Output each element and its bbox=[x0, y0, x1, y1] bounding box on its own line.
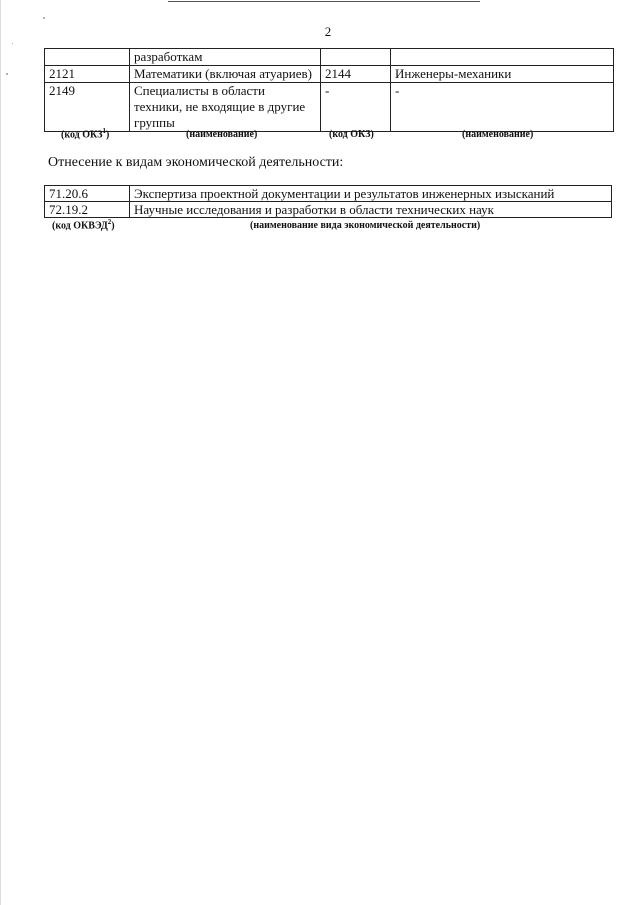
page-number: 2 bbox=[324, 24, 332, 39]
scan-speck bbox=[43, 17, 45, 19]
okz-code-cell: 2149 bbox=[45, 83, 130, 132]
okz-name-cell: Инженеры-механики bbox=[391, 66, 614, 83]
table-row bbox=[45, 66, 614, 83]
okz-code-cell: - bbox=[321, 83, 391, 132]
table-row bbox=[45, 83, 614, 132]
scan-top-edge bbox=[168, 1, 480, 2]
okz-name-cell: Математики (включая атуариев) bbox=[130, 66, 321, 83]
okz-code-cell bbox=[321, 49, 391, 66]
okz-name-caption-2: (наименование) bbox=[462, 129, 534, 140]
okz-name-cell bbox=[391, 49, 614, 66]
okved-name-cell: Экспертиза проектной документации и результатов инженерных изысканий bbox=[130, 186, 612, 202]
okz-code-cell: 2121 bbox=[45, 66, 130, 83]
okz-code-caption-2: (код ОКЗ) bbox=[329, 129, 374, 140]
okved-name-cell: Научные исследования и разработки в области технических наук bbox=[130, 202, 612, 218]
activities-table bbox=[44, 185, 612, 218]
occupations-table bbox=[44, 48, 614, 132]
scan-left-edge bbox=[0, 0, 1, 905]
okz-code-cell: 2144 bbox=[321, 66, 391, 83]
activities-heading: Отнесение к видам экономической деятельности: bbox=[48, 155, 344, 170]
okved-code-cell: 72.19.2 bbox=[45, 202, 130, 218]
okz-name-cell: разработкам bbox=[130, 49, 321, 66]
scan-speck bbox=[6, 73, 8, 75]
okz-code-caption: (код ОКЗ$^1$) bbox=[61, 127, 110, 141]
okved-name-caption: (наименование вида экономической деятельности) bbox=[250, 220, 481, 231]
okz-code-cell bbox=[45, 49, 130, 66]
table-row bbox=[45, 49, 614, 66]
okved-code-caption: (код ОКВЭД$^2$) bbox=[52, 218, 115, 232]
table-row bbox=[45, 186, 612, 202]
okz-name-caption: (наименование) bbox=[186, 129, 258, 140]
okz-name-cell: - bbox=[391, 83, 614, 132]
okved-code-cell: 71.20.6 bbox=[45, 186, 130, 202]
scan-speck bbox=[12, 43, 13, 44]
okz-name-cell: Специалисты в области техники, не входящие в другие группы bbox=[130, 83, 321, 132]
table-row bbox=[45, 202, 612, 218]
